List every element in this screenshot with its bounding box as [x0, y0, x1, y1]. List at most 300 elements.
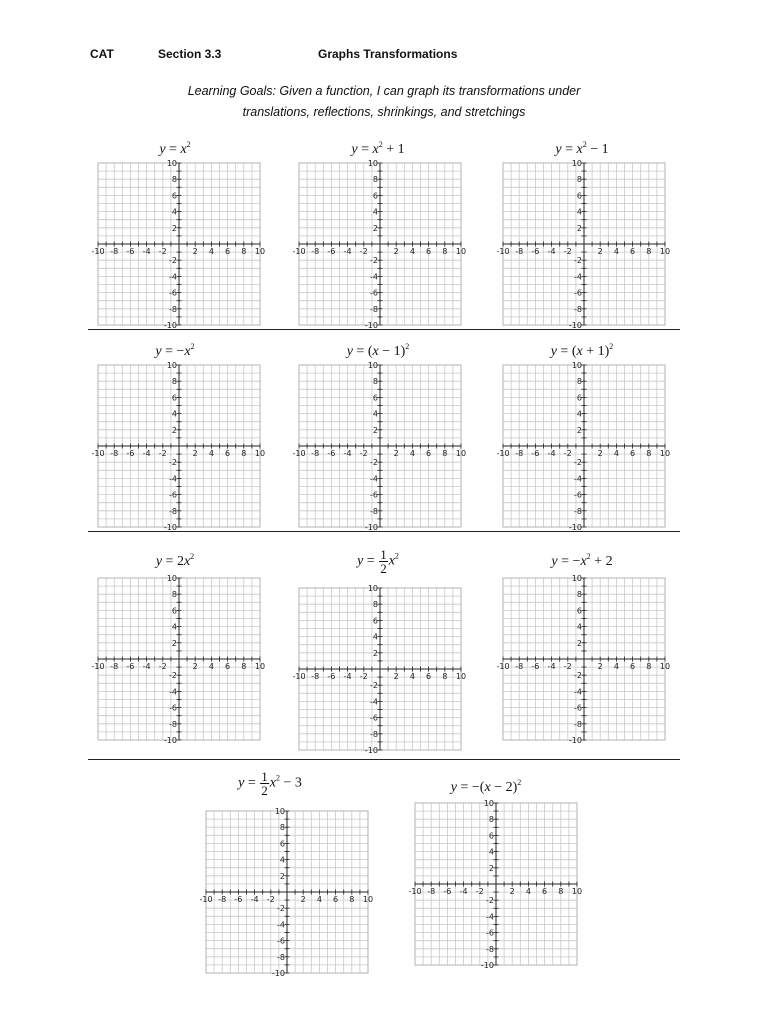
- coordinate-grid[interactable]: [91, 159, 266, 330]
- y-tick-label: 4: [171, 622, 177, 632]
- y-tick-label: -8: [574, 719, 582, 729]
- x-tick-label: 8: [442, 247, 448, 256]
- worksheet-title: Graphs Transformations: [318, 47, 458, 61]
- x-tick-label: 10: [571, 887, 583, 896]
- eq-lhs-eq: =: [352, 344, 365, 359]
- y-tick-label: 6: [171, 606, 177, 616]
- eq-lhs-eq: =: [165, 142, 177, 157]
- x-tick-label: -8: [110, 662, 119, 671]
- y-tick-label: 10: [483, 799, 494, 808]
- x-tick-label: 2: [300, 895, 306, 904]
- grid-svg: [91, 159, 266, 330]
- eq-variable: x: [372, 142, 379, 157]
- x-tick-label: 4: [613, 247, 619, 256]
- y-tick-label: -8: [370, 729, 378, 739]
- eq-lhs-var: y: [346, 344, 353, 359]
- eq-lhs-eq: =: [456, 780, 469, 795]
- x-tick-label: 4: [409, 449, 415, 458]
- eq-lhs-var: y: [555, 142, 562, 157]
- x-tick-label: 8: [442, 672, 448, 681]
- x-tick-label: -4: [142, 662, 151, 671]
- y-tick-label: -10: [163, 736, 177, 745]
- y-tick-label: -8: [169, 304, 177, 314]
- x-tick-label: -4: [142, 449, 151, 458]
- x-tick-label: -8: [311, 449, 320, 458]
- coordinate-grid[interactable]: [91, 574, 266, 745]
- y-tick-label: 8: [576, 377, 582, 387]
- x-tick-label: 6: [542, 887, 548, 896]
- x-tick-label: 4: [409, 247, 415, 256]
- y-tick-label: -6: [574, 703, 582, 713]
- eq-prefix: −: [572, 554, 581, 569]
- y-tick-label: -10: [163, 321, 177, 330]
- coordinate-grid[interactable]: [292, 361, 467, 532]
- x-tick-label: -4: [343, 449, 352, 458]
- y-tick-label: -6: [370, 713, 378, 723]
- x-tick-label: 8: [558, 887, 564, 896]
- y-tick-label: 4: [372, 207, 378, 217]
- x-tick-label: 10: [455, 672, 467, 681]
- equation-label: [451, 779, 521, 795]
- y-tick-label: 10: [166, 159, 177, 168]
- eq-prefix: −: [176, 344, 185, 359]
- grid-svg: [496, 574, 671, 745]
- y-tick-label: -8: [370, 506, 378, 516]
- x-tick-label: 6: [426, 247, 432, 256]
- y-tick-label: -8: [277, 952, 285, 962]
- x-tick-label: -4: [459, 887, 468, 896]
- x-tick-label: -2: [158, 449, 167, 458]
- x-tick-label: 10: [455, 449, 467, 458]
- equation-label: [357, 548, 399, 575]
- y-tick-label: 4: [372, 409, 378, 419]
- y-tick-label: -4: [169, 272, 177, 282]
- y-tick-label: 4: [488, 847, 494, 857]
- eq-variable: x − 1): [372, 344, 406, 359]
- y-tick-label: 2: [372, 223, 378, 233]
- x-tick-label: -6: [443, 887, 452, 896]
- y-tick-label: -2: [370, 458, 378, 468]
- x-tick-label: 8: [241, 247, 247, 256]
- y-tick-label: -4: [574, 272, 582, 282]
- eq-lhs-eq: =: [244, 775, 256, 791]
- y-tick-label: 2: [488, 863, 494, 873]
- x-tick-label: -6: [327, 247, 336, 256]
- x-tick-label: -10: [496, 449, 510, 458]
- x-tick-label: -4: [142, 247, 151, 256]
- x-tick-label: 8: [241, 449, 247, 458]
- x-tick-label: 10: [659, 449, 671, 458]
- x-tick-label: -8: [218, 895, 227, 904]
- eq-exponent: 2: [405, 342, 410, 351]
- y-tick-label: -10: [364, 746, 378, 755]
- eq-exponent: 2: [275, 773, 280, 783]
- x-tick-label: -4: [547, 247, 556, 256]
- y-tick-label: -10: [271, 969, 285, 978]
- grid-svg: [199, 807, 374, 978]
- x-tick-label: -2: [563, 247, 572, 256]
- x-tick-label: 2: [597, 449, 603, 458]
- y-tick-label: 8: [372, 600, 378, 610]
- y-tick-label: 10: [571, 159, 582, 168]
- grid-svg: [496, 159, 671, 330]
- y-tick-label: 4: [576, 622, 582, 632]
- y-tick-label: -2: [370, 256, 378, 266]
- y-tick-label: 6: [576, 606, 582, 616]
- eq-lhs-var: y: [357, 553, 364, 569]
- equation-label: [551, 343, 614, 359]
- x-tick-label: 6: [630, 449, 636, 458]
- y-tick-label: -4: [574, 687, 582, 697]
- x-tick-label: 10: [254, 449, 266, 458]
- x-tick-label: -6: [327, 672, 336, 681]
- y-tick-label: -6: [486, 928, 494, 938]
- y-tick-label: 2: [372, 425, 378, 435]
- y-tick-label: -6: [169, 490, 177, 500]
- eq-lhs-var: y: [551, 554, 558, 569]
- x-tick-label: -6: [234, 895, 243, 904]
- y-tick-label: -4: [370, 697, 378, 707]
- coordinate-grid[interactable]: [199, 807, 374, 978]
- y-tick-label: -2: [574, 671, 582, 681]
- eq-variable: x: [388, 553, 395, 569]
- x-tick-label: -2: [266, 895, 275, 904]
- x-tick-label: -8: [311, 247, 320, 256]
- y-tick-label: 2: [171, 223, 177, 233]
- y-tick-label: -10: [568, 321, 582, 330]
- x-tick-label: 6: [630, 662, 636, 671]
- x-tick-label: -10: [292, 449, 306, 458]
- y-tick-label: -6: [370, 490, 378, 500]
- y-tick-label: -10: [364, 523, 378, 532]
- grid-svg: [292, 361, 467, 532]
- row-separator-3: [88, 759, 680, 760]
- coordinate-grid[interactable]: [91, 361, 266, 532]
- y-tick-label: 6: [171, 393, 177, 403]
- y-tick-label: 6: [372, 191, 378, 201]
- x-tick-label: -2: [158, 662, 167, 671]
- x-tick-label: -10: [496, 662, 510, 671]
- x-tick-label: 2: [393, 672, 399, 681]
- coordinate-grid[interactable]: [292, 159, 467, 330]
- x-tick-label: -10: [199, 895, 213, 904]
- y-tick-label: -10: [568, 736, 582, 745]
- fraction-denominator: 2: [261, 783, 268, 798]
- eq-suffix: + 1: [382, 142, 405, 157]
- x-tick-label: -8: [110, 449, 119, 458]
- x-tick-label: -2: [158, 247, 167, 256]
- y-tick-label: -2: [169, 256, 177, 266]
- grid-svg: [91, 361, 266, 532]
- x-tick-label: -6: [126, 662, 135, 671]
- x-tick-label: 4: [525, 887, 531, 896]
- x-tick-label: 2: [597, 247, 603, 256]
- grid-svg: [496, 361, 671, 532]
- x-tick-label: -8: [515, 449, 524, 458]
- equation-label: [238, 770, 302, 797]
- eq-exponent: 2: [586, 552, 591, 561]
- y-tick-label: -6: [169, 288, 177, 298]
- x-tick-label: 6: [333, 895, 339, 904]
- y-tick-label: -8: [370, 304, 378, 314]
- eq-variable: x: [580, 554, 587, 569]
- eq-exponent: 2: [186, 140, 191, 149]
- eq-exponent: 2: [190, 552, 195, 561]
- eq-lhs-var: y: [550, 344, 557, 359]
- grid-svg: [408, 799, 583, 970]
- y-tick-label: -8: [574, 304, 582, 314]
- x-tick-label: 6: [225, 662, 231, 671]
- eq-lhs-var: y: [155, 344, 162, 359]
- y-tick-label: 2: [171, 425, 177, 435]
- y-tick-label: -10: [480, 961, 494, 970]
- fraction-numerator: 1: [261, 769, 268, 784]
- y-tick-label: -8: [486, 944, 494, 954]
- x-tick-label: 10: [254, 662, 266, 671]
- x-tick-label: 10: [455, 247, 467, 256]
- y-tick-label: 6: [279, 839, 285, 849]
- coordinate-grid[interactable]: [496, 361, 671, 532]
- eq-variable: x: [180, 142, 187, 157]
- x-tick-label: -10: [292, 672, 306, 681]
- x-tick-label: -2: [475, 887, 484, 896]
- equation-label: [555, 141, 608, 157]
- grid-svg: [91, 574, 266, 745]
- eq-exponent: 2: [394, 551, 399, 561]
- eq-lhs-eq: =: [357, 142, 369, 157]
- y-tick-label: 10: [367, 361, 378, 370]
- y-tick-label: -10: [163, 523, 177, 532]
- y-tick-label: 8: [279, 823, 285, 833]
- x-tick-label: -2: [563, 449, 572, 458]
- x-tick-label: -6: [327, 449, 336, 458]
- eq-lhs-eq: =: [363, 553, 375, 569]
- y-tick-label: 6: [576, 393, 582, 403]
- eq-suffix: − 3: [279, 775, 302, 791]
- eq-lhs-eq: =: [162, 554, 174, 569]
- x-tick-label: 10: [659, 662, 671, 671]
- x-tick-label: -8: [515, 247, 524, 256]
- equation-label: [156, 553, 194, 569]
- y-tick-label: 2: [576, 425, 582, 435]
- x-tick-label: -10: [91, 247, 105, 256]
- x-tick-label: -8: [515, 662, 524, 671]
- x-tick-label: -2: [563, 662, 572, 671]
- x-tick-label: -2: [359, 247, 368, 256]
- y-tick-label: 4: [576, 207, 582, 217]
- x-tick-label: -2: [359, 672, 368, 681]
- eq-exponent: 2: [378, 140, 383, 149]
- y-tick-label: 4: [171, 207, 177, 217]
- x-tick-label: 4: [409, 672, 415, 681]
- eq-variable: x + 1): [576, 344, 610, 359]
- x-tick-label: -2: [359, 449, 368, 458]
- x-tick-label: 4: [208, 449, 214, 458]
- x-tick-label: 6: [225, 247, 231, 256]
- x-tick-label: 4: [208, 662, 214, 671]
- eq-exponent: 2: [517, 778, 522, 787]
- x-tick-label: 6: [630, 247, 636, 256]
- y-tick-label: -8: [169, 506, 177, 516]
- y-tick-label: 6: [372, 616, 378, 626]
- x-tick-label: -10: [91, 662, 105, 671]
- y-tick-label: 8: [576, 590, 582, 600]
- eq-lhs-var: y: [155, 554, 163, 569]
- x-tick-label: -8: [311, 672, 320, 681]
- eq-variable: x: [183, 554, 191, 569]
- y-tick-label: -2: [169, 458, 177, 468]
- eq-lhs-eq: =: [557, 554, 570, 569]
- learning-goals-line-1: Learning Goals: Given a function, I can graph its transformations under: [187, 84, 581, 98]
- eq-variable: x: [576, 142, 583, 157]
- eq-suffix: + 2: [590, 554, 613, 569]
- equation-label: [351, 141, 404, 157]
- x-tick-label: -6: [531, 662, 540, 671]
- x-tick-label: 2: [393, 247, 399, 256]
- x-tick-label: -4: [343, 247, 352, 256]
- y-tick-label: 10: [571, 574, 582, 583]
- y-tick-label: -2: [169, 671, 177, 681]
- x-tick-label: -10: [292, 247, 306, 256]
- x-tick-label: 8: [646, 449, 652, 458]
- y-tick-label: -8: [169, 719, 177, 729]
- y-tick-label: 4: [372, 632, 378, 642]
- x-tick-label: -8: [110, 247, 119, 256]
- y-tick-label: 2: [171, 638, 177, 648]
- eq-prefix: (: [571, 344, 577, 359]
- x-tick-label: -6: [531, 449, 540, 458]
- y-tick-label: -6: [169, 703, 177, 713]
- y-tick-label: 8: [488, 815, 494, 825]
- y-tick-label: 10: [367, 159, 378, 168]
- x-tick-label: 10: [362, 895, 374, 904]
- y-tick-label: -6: [277, 936, 285, 946]
- eq-lhs-eq: =: [556, 344, 569, 359]
- y-tick-label: -6: [370, 288, 378, 298]
- x-tick-label: 4: [613, 662, 619, 671]
- eq-prefix: (: [367, 344, 373, 359]
- y-tick-label: 10: [571, 361, 582, 370]
- eq-prefix: −(: [471, 780, 485, 795]
- equation-label: [155, 343, 194, 359]
- y-tick-label: -4: [370, 474, 378, 484]
- y-tick-label: 8: [171, 175, 177, 185]
- fraction-denominator: 2: [380, 561, 387, 576]
- y-tick-label: 2: [279, 871, 285, 881]
- x-tick-label: 4: [316, 895, 322, 904]
- x-tick-label: 6: [426, 449, 432, 458]
- y-tick-label: -6: [574, 288, 582, 298]
- x-tick-label: 10: [254, 247, 266, 256]
- y-tick-label: -10: [568, 523, 582, 532]
- eq-exponent: 2: [190, 342, 195, 351]
- x-tick-label: 8: [646, 247, 652, 256]
- y-tick-label: -4: [574, 474, 582, 484]
- y-tick-label: 6: [171, 191, 177, 201]
- eq-fraction: [260, 770, 269, 797]
- eq-lhs-var: y: [351, 142, 358, 157]
- y-tick-label: 10: [274, 807, 285, 816]
- x-tick-label: 8: [241, 662, 247, 671]
- eq-lhs-eq: =: [561, 142, 573, 157]
- x-tick-label: -4: [250, 895, 259, 904]
- y-tick-label: -8: [574, 506, 582, 516]
- eq-variable: x − 2): [484, 780, 518, 795]
- y-tick-label: 6: [488, 831, 494, 841]
- x-tick-label: 4: [208, 247, 214, 256]
- y-tick-label: -4: [169, 687, 177, 697]
- x-tick-label: -10: [408, 887, 422, 896]
- y-tick-label: 10: [367, 584, 378, 593]
- coordinate-grid[interactable]: [408, 799, 583, 970]
- x-tick-label: -6: [126, 449, 135, 458]
- y-tick-label: -10: [364, 321, 378, 330]
- x-tick-label: 4: [613, 449, 619, 458]
- y-tick-label: -4: [486, 912, 494, 922]
- equation-label: [551, 553, 612, 569]
- coordinate-grid[interactable]: [496, 574, 671, 745]
- y-tick-label: 4: [171, 409, 177, 419]
- y-tick-label: 4: [576, 409, 582, 419]
- eq-variable: x: [269, 775, 276, 791]
- x-tick-label: 8: [442, 449, 448, 458]
- eq-fraction: [379, 548, 388, 575]
- x-tick-label: 6: [225, 449, 231, 458]
- eq-exponent: 2: [582, 140, 587, 149]
- x-tick-label: 2: [597, 662, 603, 671]
- x-tick-label: 2: [192, 662, 198, 671]
- y-tick-label: 6: [576, 191, 582, 201]
- x-tick-label: 10: [659, 247, 671, 256]
- x-tick-label: -4: [343, 672, 352, 681]
- y-tick-label: -6: [574, 490, 582, 500]
- eq-lhs-var: y: [238, 775, 245, 791]
- y-tick-label: 10: [166, 361, 177, 370]
- x-tick-label: 2: [192, 247, 198, 256]
- eq-lhs-var: y: [159, 142, 166, 157]
- equation-label: [159, 141, 190, 157]
- y-tick-label: -2: [574, 256, 582, 266]
- x-tick-label: 2: [393, 449, 399, 458]
- y-tick-label: 6: [372, 393, 378, 403]
- x-tick-label: -6: [126, 247, 135, 256]
- y-tick-label: 4: [279, 855, 285, 865]
- y-tick-label: -2: [486, 896, 494, 906]
- y-tick-label: 8: [576, 175, 582, 185]
- x-tick-label: 8: [646, 662, 652, 671]
- coordinate-grid[interactable]: [292, 584, 467, 755]
- x-tick-label: -6: [531, 247, 540, 256]
- coordinate-grid[interactable]: [496, 159, 671, 330]
- eq-lhs-var: y: [450, 780, 457, 795]
- y-tick-label: 2: [576, 223, 582, 233]
- x-tick-label: -8: [427, 887, 436, 896]
- y-tick-label: -4: [370, 272, 378, 282]
- fraction-numerator: 1: [380, 547, 387, 562]
- x-tick-label: -4: [547, 662, 556, 671]
- x-tick-label: -10: [496, 247, 510, 256]
- grid-svg: [292, 584, 467, 755]
- y-tick-label: -2: [277, 904, 285, 914]
- eq-prefix: 2: [176, 554, 184, 569]
- y-tick-label: 8: [372, 175, 378, 185]
- equation-label: [347, 343, 410, 359]
- y-tick-label: -4: [277, 920, 285, 930]
- y-tick-label: 8: [171, 377, 177, 387]
- y-tick-label: 8: [372, 377, 378, 387]
- y-tick-label: -4: [169, 474, 177, 484]
- eq-exponent: 2: [609, 342, 614, 351]
